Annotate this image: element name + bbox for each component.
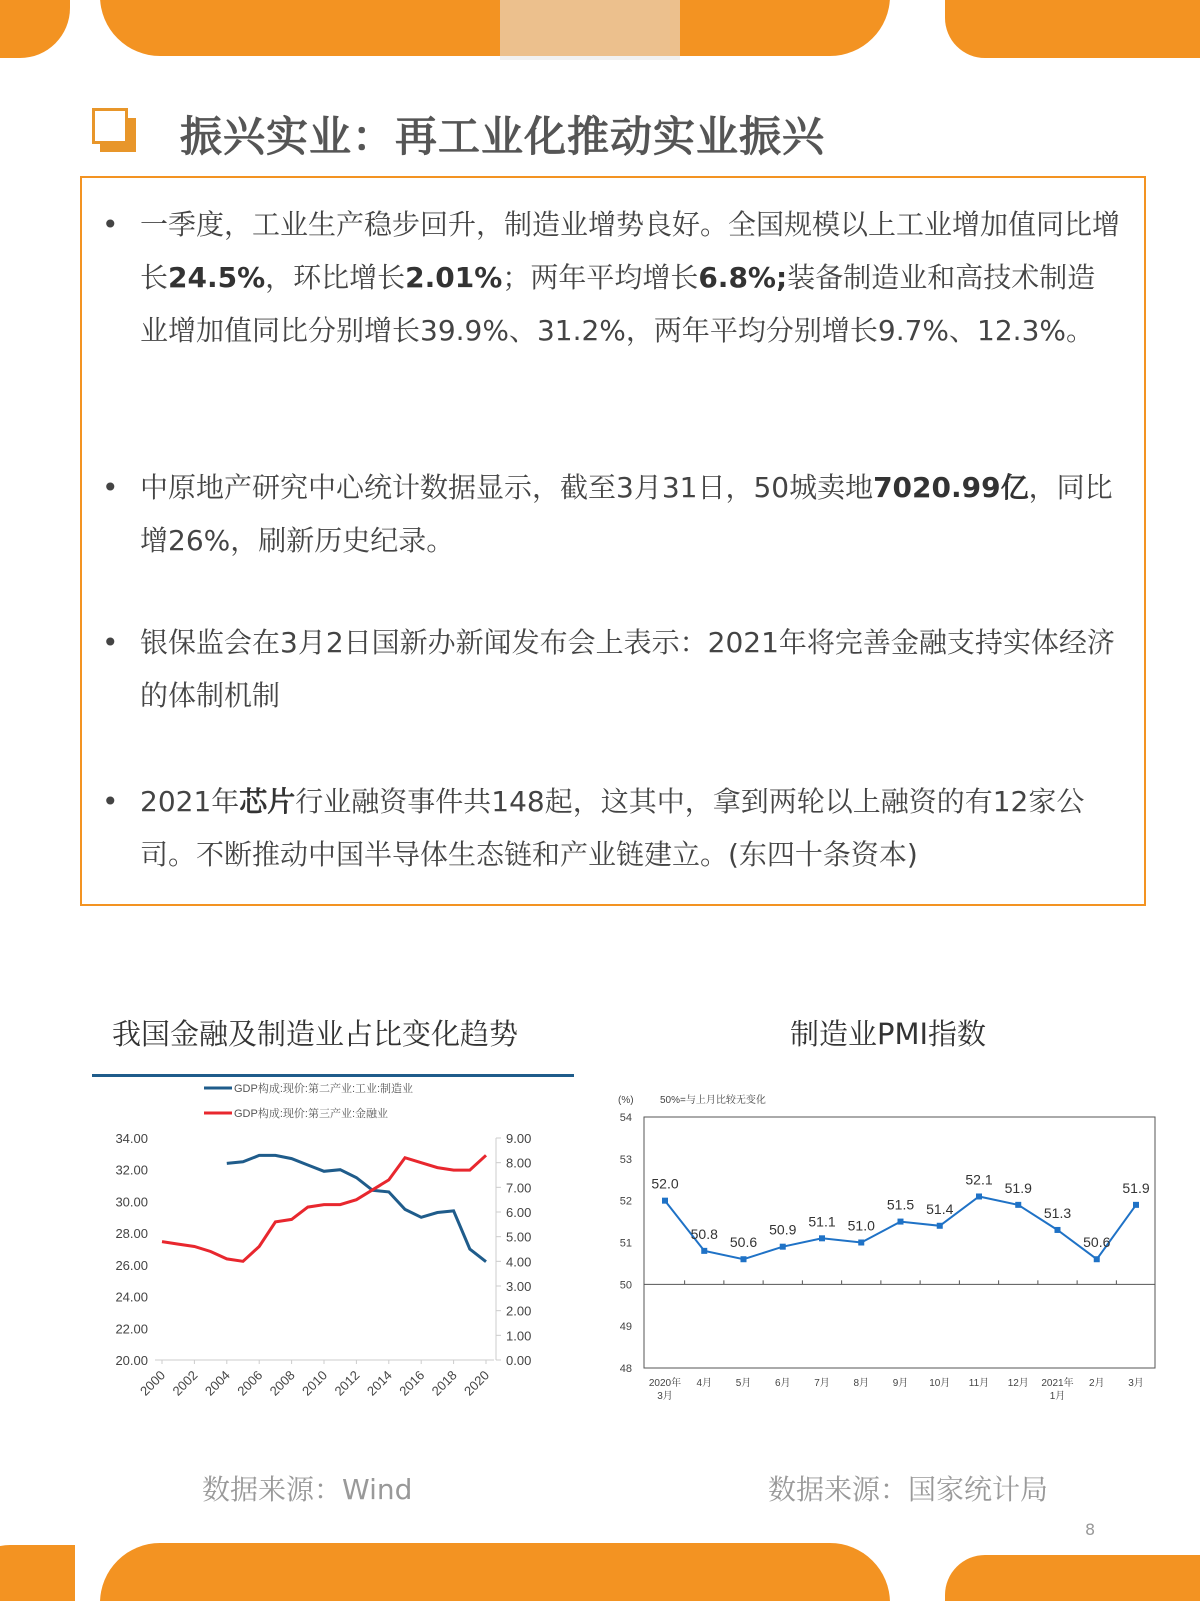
pmi-point bbox=[937, 1223, 943, 1229]
x-tick-label: 2018 bbox=[428, 1367, 460, 1399]
left-chart-source: 数据来源：Wind bbox=[202, 1473, 413, 1506]
pmi-x-tick-label: 7月 bbox=[814, 1378, 830, 1389]
left-y-tick-label: 26.00 bbox=[115, 1257, 148, 1273]
left-chart-title: 我国金融及制造业占比变化趋势 bbox=[112, 1017, 519, 1051]
pmi-y-tick-label: 49 bbox=[619, 1321, 632, 1334]
x-tick-label: 2000 bbox=[137, 1367, 169, 1399]
pmi-y-tick-label: 54 bbox=[619, 1112, 632, 1124]
right-y-tick-label: 9.00 bbox=[506, 1131, 532, 1146]
bullet-highlight: 24.5% bbox=[168, 261, 266, 294]
bullet-dot: • bbox=[102, 471, 119, 504]
page-number: 8 bbox=[1085, 1520, 1096, 1539]
bullet-highlight: 芯片 bbox=[239, 785, 296, 818]
pmi-note: 50%=与上月比较无变化 bbox=[660, 1095, 766, 1106]
pmi-data-label: 51.9 bbox=[1004, 1179, 1032, 1196]
right-y-tick-label: 8.00 bbox=[506, 1155, 532, 1171]
x-tick-label: 2006 bbox=[234, 1367, 266, 1399]
pmi-x-tick-label: 9月 bbox=[892, 1378, 909, 1389]
pmi-x-tick-label: 3月 bbox=[1128, 1378, 1144, 1389]
pmi-x-tick-label-month: 3月 bbox=[657, 1391, 673, 1402]
pmi-point bbox=[1094, 1256, 1100, 1262]
bullet-dot: • bbox=[102, 208, 119, 241]
bullet-segment: 一季度，工业生产稳步回升，制造业增势良好。全国规模以上工业增加值同比增长 bbox=[140, 208, 1121, 294]
bullet-dot: • bbox=[102, 626, 119, 659]
left-y-tick-label: 24.00 bbox=[115, 1289, 148, 1305]
left-y-tick-label: 28.00 bbox=[115, 1226, 148, 1242]
x-tick-label: 2016 bbox=[396, 1367, 428, 1399]
left-y-tick-label: 30.00 bbox=[115, 1194, 148, 1210]
pmi-data-label: 52.0 bbox=[651, 1175, 679, 1192]
bullet-segment: 2021年 bbox=[140, 785, 240, 818]
pmi-point bbox=[780, 1244, 786, 1250]
right-y-tick-label: 4.00 bbox=[506, 1254, 532, 1270]
pmi-x-tick-label: 6月 bbox=[774, 1378, 791, 1389]
pmi-data-label: 50.8 bbox=[690, 1225, 718, 1242]
bullet-dot: • bbox=[102, 785, 119, 818]
left-y-tick-label: 22.00 bbox=[115, 1321, 148, 1337]
pmi-x-tick-label: 2020年 bbox=[648, 1378, 682, 1389]
right-y-tick-label: 6.00 bbox=[506, 1205, 532, 1220]
legend-label: GDP构成:现价:第三产业:金融业 bbox=[234, 1108, 389, 1120]
bullet-highlight: 2.01% bbox=[405, 261, 503, 294]
pmi-point bbox=[662, 1198, 668, 1204]
bullet-highlight: 6.8%; bbox=[698, 261, 788, 294]
pmi-point bbox=[898, 1219, 904, 1225]
manufacturing-series-line bbox=[227, 1155, 486, 1261]
pmi-point bbox=[701, 1248, 707, 1254]
bullet-segment: 装备制造业和高技术制造业增加值同比分别增长39.9%、31.2%，两年平均分别增长9.7%、12.3%。 bbox=[140, 261, 1096, 347]
right-y-tick-label: 1.00 bbox=[506, 1328, 532, 1344]
left-y-tick-label: 20.00 bbox=[115, 1353, 148, 1368]
pmi-y-tick-label: 50 bbox=[619, 1279, 632, 1292]
right-chart-title: 制造业PMI指数 bbox=[790, 1017, 987, 1051]
page-title: 振兴实业：再工业化推动实业振兴 bbox=[180, 112, 826, 161]
pmi-x-tick-label: 2021年 bbox=[1041, 1378, 1074, 1389]
right-y-tick-label: 0.00 bbox=[506, 1353, 532, 1368]
pmi-point bbox=[1015, 1202, 1021, 1208]
pmi-data-label: 51.0 bbox=[847, 1217, 875, 1234]
pmi-x-tick-label: 12月 bbox=[1007, 1378, 1029, 1389]
pmi-data-label: 51.1 bbox=[808, 1213, 836, 1230]
pmi-point bbox=[858, 1240, 864, 1246]
right-chart-source: 数据来源：国家统计局 bbox=[768, 1473, 1049, 1506]
bullet-highlight: 7020.99亿 bbox=[873, 471, 1029, 504]
pmi-plot-frame bbox=[644, 1117, 1155, 1368]
pmi-data-label: 51.5 bbox=[886, 1196, 915, 1213]
pmi-y-tick-label: 53 bbox=[619, 1153, 632, 1166]
pmi-point bbox=[1133, 1202, 1139, 1208]
x-tick-label: 2014 bbox=[363, 1367, 395, 1399]
x-tick-label: 2002 bbox=[169, 1367, 201, 1399]
pmi-y-tick-label: 48 bbox=[619, 1363, 632, 1375]
pmi-unit-label: (%) bbox=[618, 1095, 634, 1106]
pmi-data-label: 51.4 bbox=[926, 1200, 954, 1217]
legend-label: GDP构成:现价:第二产业:工业:制造业 bbox=[234, 1083, 414, 1095]
x-tick-label: 2008 bbox=[266, 1367, 298, 1399]
pmi-x-tick-label: 11月 bbox=[968, 1378, 990, 1389]
right-y-tick-label: 7.00 bbox=[506, 1180, 532, 1196]
left-y-tick-label: 32.00 bbox=[115, 1162, 148, 1178]
right-y-tick-label: 5.00 bbox=[506, 1229, 532, 1245]
bullet-segment: 行业融资事件共148起，这其中，拿到两轮以上融资的有12家公司。不断推动中国半导体生态链和产业链建立。(东四十条资本) bbox=[140, 785, 1085, 871]
pmi-data-label: 50.6 bbox=[1083, 1234, 1111, 1251]
pmi-x-tick-label: 10月 bbox=[929, 1378, 951, 1389]
x-tick-label: 2004 bbox=[201, 1367, 233, 1399]
x-tick-label: 2020 bbox=[461, 1367, 493, 1399]
pmi-data-label: 52.1 bbox=[965, 1171, 993, 1188]
pmi-point bbox=[1055, 1227, 1061, 1233]
bottom-decoration bbox=[0, 1545, 75, 1601]
right-y-tick-label: 3.00 bbox=[506, 1279, 532, 1294]
bottom-decoration bbox=[100, 1543, 890, 1601]
bullet-segment: 银保监会在3月2日国新办新闻发布会上表示：2021年将完善金融支持实体经济的体制机制 bbox=[140, 626, 1115, 712]
right-y-tick-label: 2.00 bbox=[506, 1303, 532, 1319]
pmi-x-tick-label: 5月 bbox=[735, 1378, 752, 1389]
pmi-y-tick-label: 51 bbox=[619, 1237, 632, 1250]
pmi-x-tick-label: 2月 bbox=[1088, 1378, 1105, 1389]
pmi-x-tick-label: 4月 bbox=[696, 1378, 713, 1389]
bottom-decoration bbox=[945, 1555, 1200, 1601]
bullet-segment: ；两年平均增长 bbox=[502, 261, 699, 294]
left-y-tick-label: 34.00 bbox=[115, 1131, 148, 1146]
pmi-data-label: 50.6 bbox=[729, 1234, 758, 1251]
bullet-segment: ，同比增26%，刷新历史纪录。 bbox=[140, 471, 1113, 557]
bullet-segment: 中原地产研究中心统计数据显示，截至3月31日，50城卖地 bbox=[140, 471, 874, 504]
bullet-segment: ，环比增长 bbox=[265, 261, 406, 294]
pmi-point bbox=[741, 1256, 747, 1262]
pmi-data-label: 50.9 bbox=[769, 1221, 797, 1238]
pmi-data-label: 51.3 bbox=[1043, 1204, 1072, 1221]
pmi-point bbox=[976, 1193, 982, 1199]
pmi-y-tick-label: 52 bbox=[619, 1195, 632, 1208]
pmi-data-label: 51.9 bbox=[1122, 1179, 1150, 1196]
pmi-point bbox=[819, 1235, 825, 1241]
x-tick-label: 2012 bbox=[331, 1367, 363, 1399]
x-tick-label: 2010 bbox=[299, 1367, 331, 1399]
pmi-x-tick-label: 8月 bbox=[853, 1378, 870, 1389]
pmi-x-tick-label-month: 1月 bbox=[1049, 1391, 1066, 1402]
